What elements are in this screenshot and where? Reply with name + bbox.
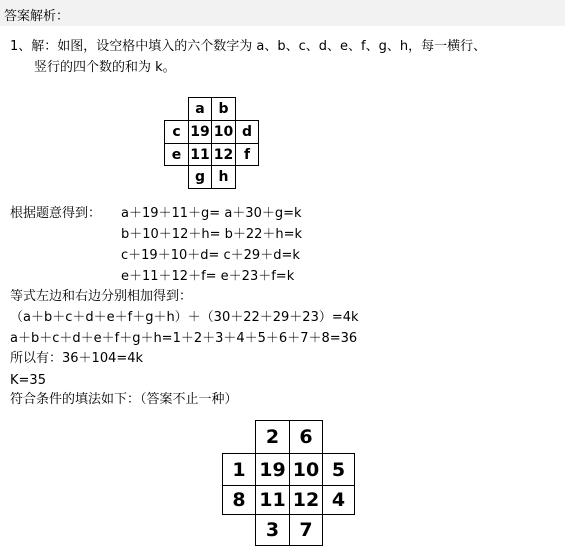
equation-line: e＋11＋12＋f= e＋23＋f=k <box>121 269 295 284</box>
equations-label: 根据题意得到： <box>10 206 102 221</box>
grid-cell: 8 <box>222 485 256 515</box>
equation-line: c＋19＋10＋d= c＋29＋d=k <box>121 248 300 263</box>
grid-cell: 7 <box>289 514 323 546</box>
grid-cell: 6 <box>289 420 323 454</box>
grid-cell: 12 <box>211 143 236 166</box>
equation-line: a＋19＋11＋g= a＋30＋g=k <box>121 206 302 221</box>
grid-cell: 11 <box>188 143 212 166</box>
answer-header-label: 答案解析： <box>4 9 70 24</box>
grid-cell: e <box>164 143 189 166</box>
grid-cell: 10 <box>289 453 323 486</box>
grid-cell: f <box>235 143 259 166</box>
grid-cell: 2 <box>255 420 290 454</box>
grid-cell: 11 <box>255 485 290 515</box>
grid-cell: h <box>211 165 236 189</box>
sum-label: 等式左边和右边分别相加得到： <box>10 289 193 304</box>
grid-cell: 5 <box>322 453 355 486</box>
grid-cell: g <box>188 165 212 189</box>
sum-line-1: （a＋b＋c＋d＋e＋f＋g＋h）＋（30＋22＋29＋23）=4k <box>10 310 359 325</box>
answer-header <box>0 0 565 26</box>
grid-cell: a <box>188 97 212 121</box>
grid-cell: b <box>211 97 236 121</box>
equation-line: b＋10＋12＋h= b＋22＋h=k <box>121 227 303 242</box>
k-result: K=35 <box>10 373 46 388</box>
grid-cell: 4 <box>322 485 355 515</box>
grid-cell: 3 <box>255 514 290 546</box>
grid-cell: c <box>164 120 189 144</box>
intro-line-1: 1、解：如图，设空格中填入的六个数字为 a、b、c、d、e、f、g、h，每一横行、 <box>10 39 487 54</box>
grid-cell: 1 <box>222 453 256 486</box>
sum-line-2: a＋b＋c＋d＋e＋f＋g＋h=1＋2＋3＋4＋5＋6＋7＋8=36 <box>10 331 358 346</box>
grid-cell: 10 <box>211 120 236 144</box>
grid-cell: 19 <box>188 120 212 144</box>
intro-line-2: 竖行的四个数的和为 k。 <box>34 60 176 75</box>
grid-cell: 12 <box>289 485 323 515</box>
grid-cell: d <box>235 120 259 144</box>
answer-label: 符合条件的填法如下：（答案不止一种） <box>10 392 238 407</box>
so-line: 所以有：36＋104=4k <box>10 351 144 366</box>
grid-cell: 19 <box>255 453 290 486</box>
